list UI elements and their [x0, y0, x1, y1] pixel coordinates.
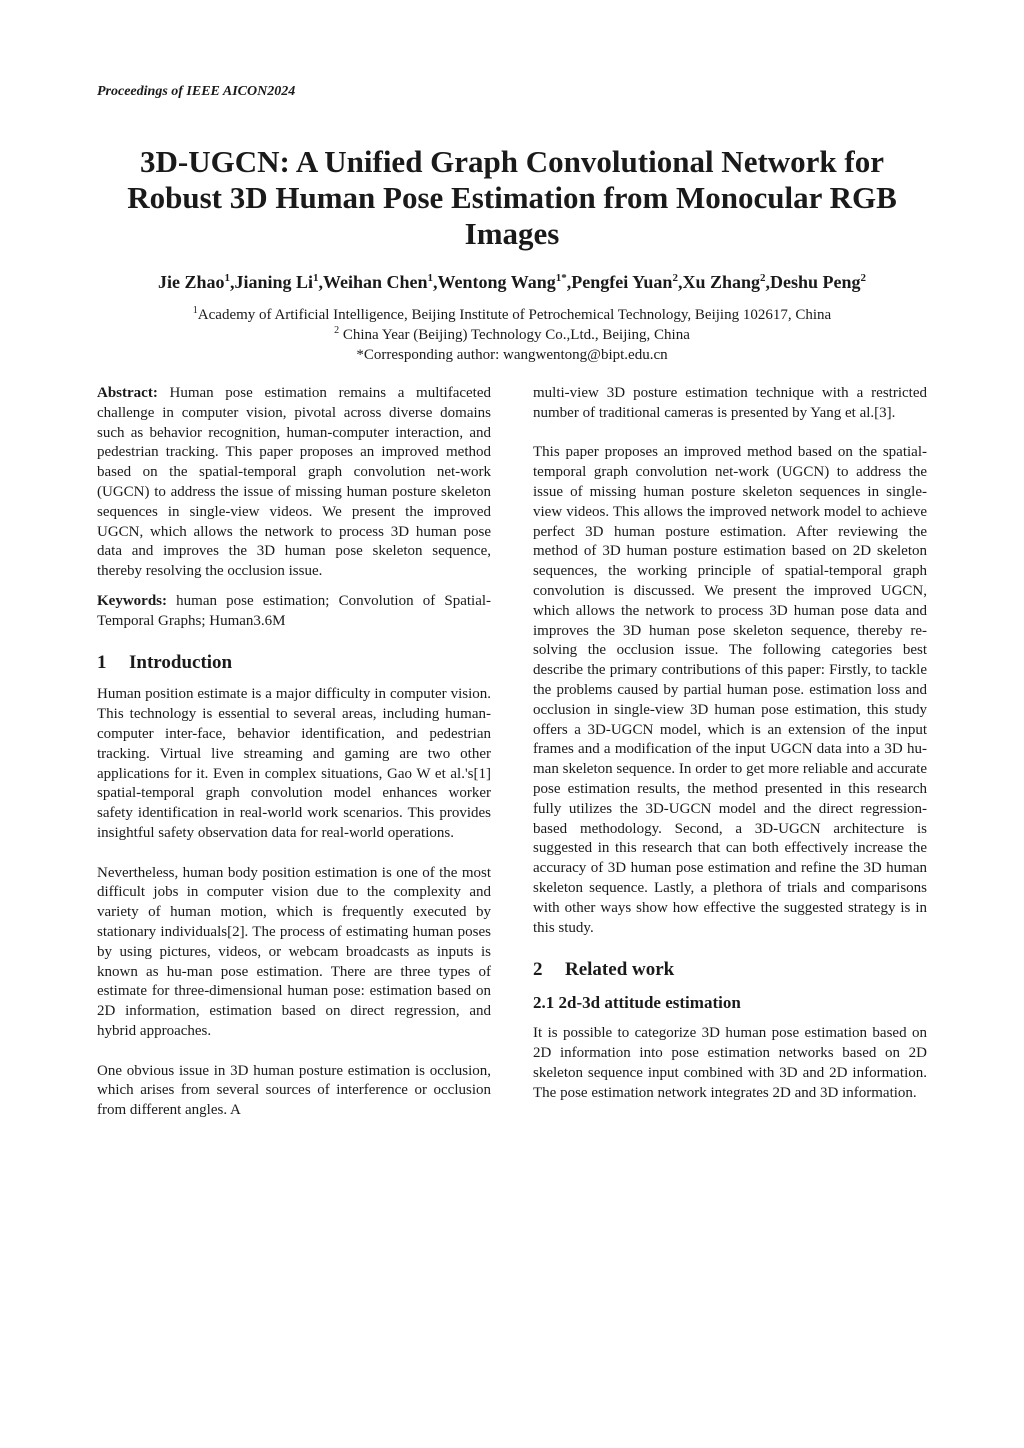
keywords-label: Keywords:	[97, 592, 167, 609]
left-column	[97, 384, 491, 1121]
related-paragraph-1: It is possible to categorize 3D human pose estimation based on 2D information into pose estimation networks based on 2D skeleton sequence input combined with 3D and 2D information. The pose estimation network integrates 2D and 3D information.	[533, 1025, 927, 1101]
affiliations	[60, 305, 964, 365]
author-name: Deshu Peng	[770, 272, 861, 292]
author-affil-mark: 1	[313, 272, 319, 284]
section-heading-introduction	[97, 651, 491, 675]
subsection-heading: 2.1 2d-3d attitude estimation	[533, 993, 741, 1013]
abstract-label: Abstract:	[97, 385, 158, 401]
section-title: Related work	[565, 959, 675, 981]
keywords-text: human pose estimation; Convolution of Spatial-Temporal Graphs; Human3.6M	[97, 592, 492, 629]
author-affil-mark: 1	[427, 272, 434, 284]
section-number: 1	[97, 652, 107, 674]
intro-paragraph-2: Nevertheless, human body position estimation is one of the most difficult jobs in computer vision due to the complexity and variety of human motion, which is frequently executed by stationary individuals[2]. The process of estimating human poses by using pictures, videos, or webcam broadcasts as inputs is known as hu-man pose estimation. There are three types of estimate for three-dimensional human pose: estimation based on 2D information, estimation based on direct regression, and hybrid approaches.	[97, 864, 491, 1039]
venue-header: Proceedings of IEEE AICON2024	[97, 84, 296, 99]
author-affil-mark: 2	[672, 272, 678, 284]
author-affil-mark: 1*	[555, 272, 567, 284]
abstract	[97, 384, 491, 582]
author-name: Jianing Li	[234, 272, 314, 292]
affiliation-1	[60, 305, 964, 325]
affiliation-text: Academy of Artificial Intelligence, Beijing Institute of Petrochemical Technology, Beijing 102617, China	[197, 307, 832, 323]
section-title: Introduction	[129, 652, 233, 674]
paper-title: 3D-UGCN: A Unified Graph Convolutional Network for Robust 3D Human Pose Estimation from Monocular RGB Images	[127, 144, 897, 251]
affiliation-mark: 1	[192, 305, 198, 316]
affiliation-2	[60, 325, 964, 345]
author-affil-mark: 2	[760, 272, 766, 284]
author-name: Jie Zhao	[157, 272, 225, 292]
intro-paragraph-3: One obvious issue in 3D human posture estimation is occlusion, which arises from several sources of interference or occlusion from different angles. A	[97, 1062, 491, 1119]
intro-paragraph-1: Human position estimate is a major difficulty in computer vision. This technology is essential to several areas, including human-computer inter-face, behavior identification, and pedestrian tracking. Virtual live streaming and gaming are two other applications for it. Even in complex situations, Gao W et al.'s[1] spatial-temporal graph convolution model enhances worker safety identification in real-world work scenarios. This provides insightful safety observation data for real-world operations.	[97, 686, 491, 841]
intro-paragraph-3-continued: multi-view 3D posture estimation technique with a restricted number of traditional cameras is presented by Yang et al.[3].	[533, 385, 927, 421]
corresponding-author: *Corresponding author: wangwentong@bipt.edu.cn	[356, 347, 668, 363]
intro-paragraph-4: This paper proposes an improved method based on the spatial-temporal graph convolution net-work (UGCN) to address the issue of missing human posture skeleton sequences in single-view videos. This allows the improved network model to achieve perfect 3D human posture estimation. After reviewing the method of 3D human posture estimation based on 2D skeleton sequences, the working principle of spatial-temporal graph convolution is discussed. We present the improved UGCN, which allows the network to process 3D human pose data and improves the 3D human pose skeleton sequence, thereby re-solving the occlusion issue. The following categories best describe the primary contributions of this paper: Firstly, to tackle the problems caused by partial human pose. estimation loss and occlusion in single-view 3D human pose estimation, this study offers a 3D-UGCN model, which is an extension of the input frames and a modification of the input UGCN data into a 3D hu-man skeleton sequence. In order to get more reliable and accurate pose estimation results, the method presented in this research fully utilizes the 3D-UGCN model and the direct regression-based methodology. Second, a 3D-UGCN architecture is suggested in this research that can both effectively increase the accuracy of 3D human pose estimation and refine the 3D human skeleton sequence. Lastly, a plethora of trials and comparisons with other ways show how effective the suggested strategy is in this study.	[533, 444, 927, 936]
keywords	[97, 592, 491, 632]
affiliation-mark: 2	[334, 325, 340, 336]
section-number: 2	[533, 959, 543, 981]
section-heading-related-work	[533, 958, 927, 982]
author-name: Weihan Chen	[323, 272, 428, 292]
author-name: Pengfei Yuan	[571, 272, 673, 292]
abstract-text: Human pose estimation remains a multifaceted challenge in computer vision, pivotal across diverse domains such as behavior recognition, human-computer interaction, and pedestrian tracking. This paper proposes an improved method based on the spatial-temporal graph convolution net-work (UGCN) to address the issue of missing human posture skeleton sequences in single-view videos. We present the improved UGCN, which allows the network to process 3D human pose data and improves the 3D human pose skeleton sequence, thereby resolving the occlusion issue.	[97, 385, 491, 580]
right-column	[533, 384, 927, 1103]
author-name: Wentong Wang	[437, 272, 556, 292]
author-affil-mark: 1	[224, 272, 230, 284]
author-affil-mark: 2	[860, 272, 867, 284]
author-name: Xu Zhang	[682, 272, 760, 292]
author-list: Jie Zhao$^1$,Jianing Li$^1$,Weihan Chen$^1$,Wentong Wang$^{1*}$,Pengfei Yuan$^2$,Xu Zhang$^2$,Deshu Peng$^2$	[157, 272, 867, 292]
affiliation-text: China Year (Beijing) Technology Co.,Ltd., Beijing, China	[339, 327, 690, 343]
